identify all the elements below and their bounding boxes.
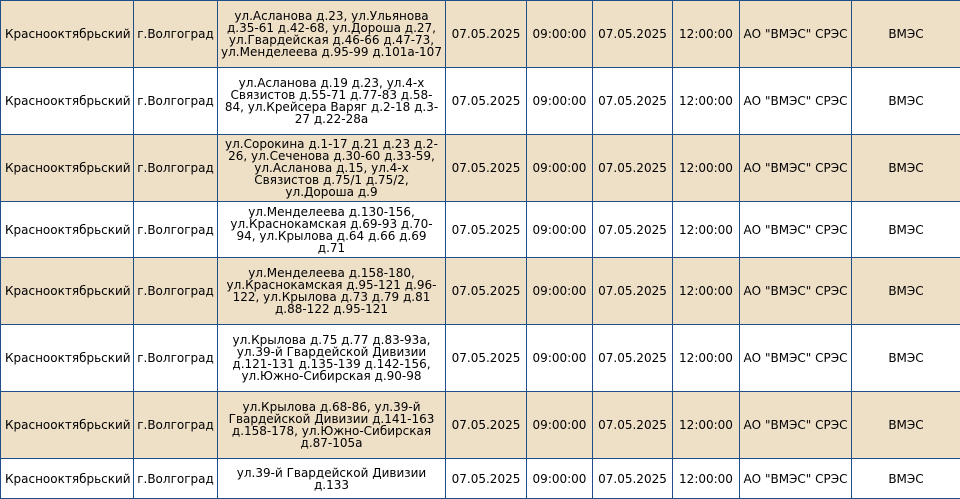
- district-cell: Краснооктябрьский: [1, 68, 134, 135]
- district-cell: Краснооктябрьский: [1, 1, 134, 68]
- start-time-cell: 09:00:00: [527, 459, 593, 499]
- start-time-cell: 09:00:00: [527, 1, 593, 68]
- organization-cell: АО "ВМЭС" СРЭС: [740, 325, 852, 392]
- city-cell: г.Волгоград: [134, 68, 218, 135]
- organization-cell: АО "ВМЭС" СРЭС: [740, 1, 852, 68]
- start-date-cell: 07.05.2025: [446, 202, 527, 258]
- city-cell: г.Волгоград: [134, 202, 218, 258]
- table-row: [1, 68, 960, 135]
- end-date-cell: 07.05.2025: [593, 459, 673, 499]
- district-cell: Краснооктябрьский: [1, 258, 134, 325]
- table-row: [1, 392, 960, 459]
- company-cell: ВМЭС: [852, 68, 960, 135]
- city-cell: г.Волгоград: [134, 258, 218, 325]
- district-cell: Краснооктябрьский: [1, 135, 134, 202]
- district-cell: Краснооктябрьский: [1, 392, 134, 459]
- address-cell: ул.Крылова д.68-86, ул.39-й Гвардейской Дивизии д.141-163 д.158-178, ул.Южно-Сибирская д.87-105а: [218, 392, 446, 459]
- end-date-cell: 07.05.2025: [593, 135, 673, 202]
- end-date-cell: 07.05.2025: [593, 68, 673, 135]
- start-date-cell: 07.05.2025: [446, 459, 527, 499]
- start-time-cell: 09:00:00: [527, 392, 593, 459]
- company-cell: ВМЭС: [852, 392, 960, 459]
- end-time-cell: 12:00:00: [673, 68, 740, 135]
- address-cell: ул.Крылова д.75 д.77 д.83-93а, ул.39-й Гвардейской Дивизии д.121-131 д.135-139 д.142-156, ул.Южно-Сибирская д.90-98: [218, 325, 446, 392]
- start-time-cell: 09:00:00: [527, 68, 593, 135]
- company-cell: ВМЭС: [852, 1, 960, 68]
- address-cell: ул.Асланова д.19 д.23, ул.4-х Связистов д.55-71 д.77-83 д.58-84, ул.Крейсера Варяг д.2-18 д.3-27 д.22-28а: [218, 68, 446, 135]
- address-cell: ул.Менделеева д.158-180, ул.Краснокамская д.95-121 д.96-122, ул.Крылова д.73 д.79 д.81 д.88-122 д.95-121: [218, 258, 446, 325]
- organization-cell: АО "ВМЭС" СРЭС: [740, 202, 852, 258]
- address-cell: ул.39-й Гвардейской Дивизии д.133: [218, 459, 446, 499]
- organization-cell: АО "ВМЭС" СРЭС: [740, 68, 852, 135]
- company-cell: ВМЭС: [852, 325, 960, 392]
- table-row: [1, 258, 960, 325]
- start-time-cell: 09:00:00: [527, 202, 593, 258]
- start-date-cell: 07.05.2025: [446, 1, 527, 68]
- table-row: [1, 459, 960, 499]
- table-row: [1, 135, 960, 202]
- city-cell: г.Волгоград: [134, 392, 218, 459]
- table-body: [1, 1, 960, 499]
- start-date-cell: 07.05.2025: [446, 135, 527, 202]
- table-row: [1, 1, 960, 68]
- organization-cell: АО "ВМЭС" СРЭС: [740, 258, 852, 325]
- city-cell: г.Волгоград: [134, 1, 218, 68]
- company-cell: ВМЭС: [852, 135, 960, 202]
- start-date-cell: 07.05.2025: [446, 325, 527, 392]
- start-time-cell: 09:00:00: [527, 325, 593, 392]
- company-cell: ВМЭС: [852, 459, 960, 499]
- district-cell: Краснооктябрьский: [1, 325, 134, 392]
- city-cell: г.Волгоград: [134, 325, 218, 392]
- end-time-cell: 12:00:00: [673, 325, 740, 392]
- end-date-cell: 07.05.2025: [593, 202, 673, 258]
- company-cell: ВМЭС: [852, 258, 960, 325]
- city-cell: г.Волгоград: [134, 459, 218, 499]
- end-time-cell: 12:00:00: [673, 135, 740, 202]
- district-cell: Краснооктябрьский: [1, 202, 134, 258]
- organization-cell: АО "ВМЭС" СРЭС: [740, 392, 852, 459]
- start-date-cell: 07.05.2025: [446, 258, 527, 325]
- end-date-cell: 07.05.2025: [593, 325, 673, 392]
- end-time-cell: 12:00:00: [673, 392, 740, 459]
- organization-cell: АО "ВМЭС" СРЭС: [740, 135, 852, 202]
- company-cell: ВМЭС: [852, 202, 960, 258]
- start-date-cell: 07.05.2025: [446, 392, 527, 459]
- end-date-cell: 07.05.2025: [593, 1, 673, 68]
- address-cell: ул.Асланова д.23, ул.Ульянова д.35-61 д.42-68, ул.Дороша д.27, ул.Гвардейская д.46-66 д.47-73, ул.Менделеева д.95-99 д.101а-107: [218, 1, 446, 68]
- end-time-cell: 12:00:00: [673, 258, 740, 325]
- end-date-cell: 07.05.2025: [593, 258, 673, 325]
- table-row: [1, 325, 960, 392]
- end-date-cell: 07.05.2025: [593, 392, 673, 459]
- city-cell: г.Волгоград: [134, 135, 218, 202]
- table-row: [1, 202, 960, 258]
- end-time-cell: 12:00:00: [673, 202, 740, 258]
- end-time-cell: 12:00:00: [673, 459, 740, 499]
- start-time-cell: 09:00:00: [527, 135, 593, 202]
- address-cell: ул.Менделеева д.130-156, ул.Краснокамская д.69-93 д.70-94, ул.Крылова д.64 д.66 д.69 д.71: [218, 202, 446, 258]
- organization-cell: АО "ВМЭС" СРЭС: [740, 459, 852, 499]
- district-cell: Краснооктябрьский: [1, 459, 134, 499]
- end-time-cell: 12:00:00: [673, 1, 740, 68]
- start-date-cell: 07.05.2025: [446, 68, 527, 135]
- start-time-cell: 09:00:00: [527, 258, 593, 325]
- address-cell: ул.Сорокина д.1-17 д.21 д.23 д.2-26, ул.Сеченова д.30-60 д.33-59, ул.Асланова д.15, ул.4-х Связистов д.75/1 д.75/2, ул.Дороша д.9: [218, 135, 446, 202]
